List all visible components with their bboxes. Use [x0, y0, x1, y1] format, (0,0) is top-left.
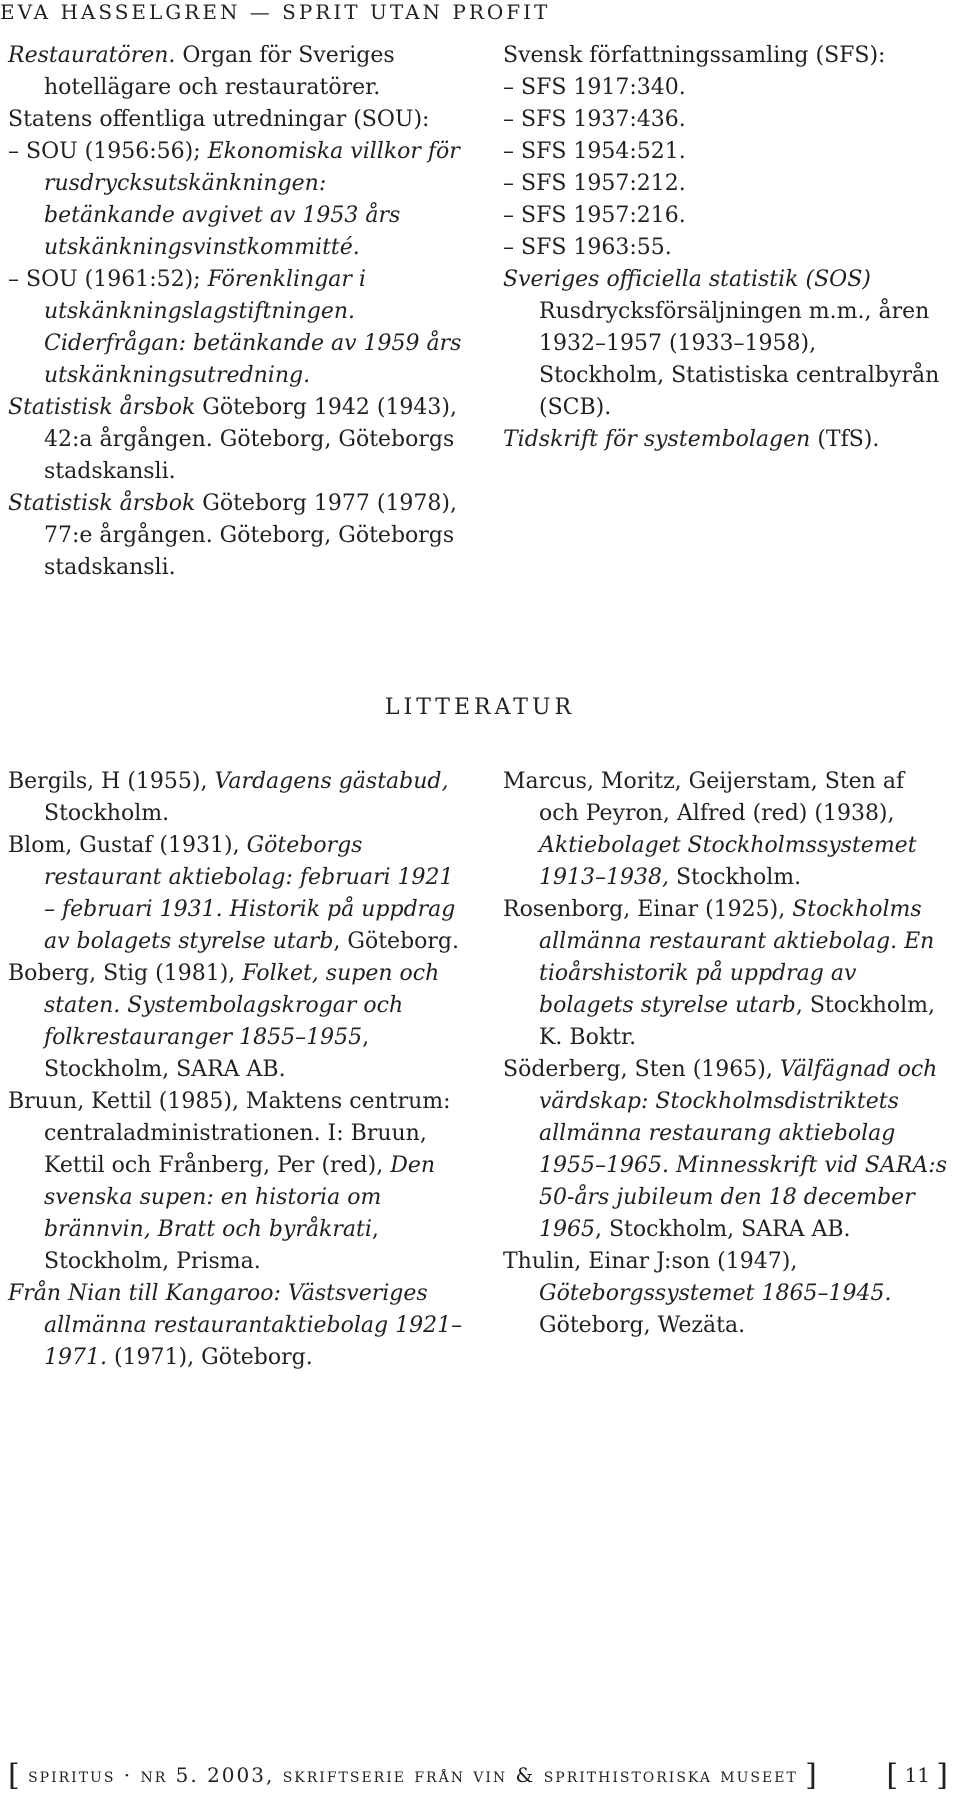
reference-entry — [8, 264, 463, 392]
reference-text: , Stockholm, SARA AB. — [595, 1217, 851, 1242]
reference-text: , Stockholm, K. Boktr. — [539, 993, 935, 1050]
reference-entry — [503, 894, 948, 1054]
reference-text: , Göteborg. — [333, 929, 459, 954]
reference-text: Stockholm. — [668, 865, 802, 890]
reference-text: – SFS 1963:55. — [503, 235, 672, 260]
literature-list-right — [503, 766, 948, 1342]
reference-text: Stockholm. — [44, 801, 170, 826]
page-close-bracket: ] — [936, 1758, 948, 1793]
reference-text: – SFS 1957:212. — [503, 171, 686, 196]
reference-entry — [8, 830, 468, 958]
reference-entry — [503, 1054, 948, 1246]
footer-series-text: spiritus · nr 5. 2003, skriftserie från vin & sprithistoriska museet — [28, 1763, 798, 1787]
reference-italic-text: Statistisk årsbok — [8, 395, 196, 420]
reference-italic-text: Stockholms allmänna restaurant aktiebolag. En tioårshistorik på uppdrag av bolagets styrelse utarb — [539, 897, 935, 1018]
reference-italic-text: Göteborgs restaurant aktiebolag: februari 1921 – februari 1931. Historik på uppdrag av bolagets styrelse utarb — [44, 833, 456, 954]
literature-list-left — [8, 766, 468, 1374]
sources-list-left — [8, 40, 463, 584]
footer-close-bracket: ] — [805, 1758, 818, 1793]
reference-text: (TfS). — [810, 427, 880, 452]
reference-entry — [503, 40, 943, 72]
reference-entry — [503, 136, 943, 168]
reference-entry — [503, 232, 943, 264]
reference-entry — [8, 40, 463, 104]
reference-text: Organ för Sveriges hotellägare och restauratörer. — [44, 43, 395, 100]
reference-text: – SOU (1956:56); — [8, 139, 208, 164]
reference-entry — [8, 136, 463, 264]
reference-entry — [8, 488, 463, 584]
reference-italic-text: Folket, supen och staten. Systembolagskrogar och folkrestauranger 1855–1955 — [44, 961, 440, 1050]
reference-entry — [503, 424, 943, 456]
reference-entry — [503, 264, 943, 424]
reference-text: Marcus, Moritz, Geijerstam, Sten af och Peyron, Alfred (red) (1938), — [503, 769, 905, 826]
reference-entry — [8, 104, 463, 136]
footer-open-bracket: [ — [8, 1758, 21, 1793]
reference-entry — [503, 168, 943, 200]
reference-text: Göteborg, Wezäta. — [539, 1313, 746, 1338]
reference-text: – SFS 1957:216. — [503, 203, 686, 228]
reference-italic-text: Den svenska supen: en historia om brännvin, Bratt och byråkrati — [44, 1153, 436, 1242]
reference-entry — [8, 392, 463, 488]
sources-list-right — [503, 40, 943, 456]
reference-italic-text: Sveriges officiella statistik (SOS) — [503, 267, 871, 292]
page-number-value: 11 — [904, 1763, 930, 1787]
reference-entry — [503, 1246, 948, 1342]
reference-entry — [8, 1086, 468, 1278]
reference-text: Göteborg 1977 (1978), 77:e årgången. Göteborg, Göteborgs stadskansli. — [44, 491, 458, 580]
reference-text: Svensk författningssamling (SFS): — [503, 43, 886, 68]
reference-italic-text: Statistisk årsbok — [8, 491, 196, 516]
reference-text: Söderberg, Sten (1965), — [503, 1057, 780, 1082]
reference-text: Bergils, H (1955), — [8, 769, 215, 794]
reference-italic-text: Från Nian till Kangaroo: Västsveriges allmänna restaurantaktiebolag 1921–1971. — [8, 1281, 463, 1370]
reference-text: Rusdrycksförsäljningen m.m., åren 1932–1957 (1933–1958), Stockholm, Statistiska centralbyrån (SCB). — [539, 299, 940, 420]
footer-series — [8, 1758, 818, 1793]
reference-italic-text: Förenklingar i utskänkningslagstiftningen. Ciderfrågan: betänkande av 1959 års utskänkningsutredning. — [44, 267, 462, 388]
reference-text: Göteborg 1942 (1943), 42:a årgången. Göteborg, Göteborgs stadskansli. — [44, 395, 458, 484]
reference-italic-text: Välfägnad och värdskap: Stockholmsdistriktets allmänna restaurang aktiebolag 1955–1965. Minnesskrift vid SARA:s 50-års jubileum den 18 december 1965 — [539, 1057, 947, 1242]
reference-text: , Stockholm, Prisma. — [44, 1217, 379, 1274]
reference-entry — [8, 1278, 468, 1374]
reference-entry — [8, 766, 468, 830]
reference-entry — [8, 958, 468, 1086]
reference-italic-text: Ekonomiska villkor för rusdrycksutskänkningen: betänkande avgivet av 1953 års utskänkningsvinstkommitté. — [44, 139, 460, 260]
reference-italic-text: Vardagens gästabud, — [214, 769, 449, 794]
reference-italic-text: Aktiebolaget Stockholmssystemet 1913–1938, — [539, 833, 917, 890]
reference-entry — [503, 766, 948, 894]
reference-text: – SFS 1954:521. — [503, 139, 686, 164]
reference-text: Boberg, Stig (1981), — [8, 961, 243, 986]
reference-text: Thulin, Einar J:son (1947), — [503, 1249, 798, 1274]
section-heading: LITTERATUR — [384, 695, 576, 720]
reference-entry — [503, 200, 943, 232]
reference-italic-text: Restauratören. — [8, 43, 176, 68]
page-open-bracket: [ — [886, 1758, 899, 1793]
running-head: EVA HASSELGREN — SPRIT UTAN PROFIT — [0, 0, 551, 24]
reference-text: – SFS 1937:436. — [503, 107, 686, 132]
reference-text: , Stockholm, SARA AB. — [44, 1025, 370, 1082]
reference-text: – SFS 1917:340. — [503, 75, 686, 100]
reference-italic-text: Tidskrift för systembolagen — [503, 427, 811, 452]
reference-text: (1971), Göteborg. — [106, 1345, 313, 1370]
reference-text: Rosenborg, Einar (1925), — [503, 897, 793, 922]
reference-text: Blom, Gustaf (1931), — [8, 833, 247, 858]
reference-text: – SOU (1961:52); — [8, 267, 208, 292]
reference-text: Statens offentliga utredningar (SOU): — [8, 107, 430, 132]
reference-italic-text: Göteborgssystemet 1865–1945. — [539, 1281, 892, 1306]
page-number — [886, 1758, 948, 1793]
reference-entry — [503, 104, 943, 136]
reference-text: Bruun, Kettil (1985), Maktens centrum: centraladministrationen. I: Bruun, Kettil och Frånberg, Per (red), — [8, 1089, 451, 1178]
reference-entry — [503, 72, 943, 104]
